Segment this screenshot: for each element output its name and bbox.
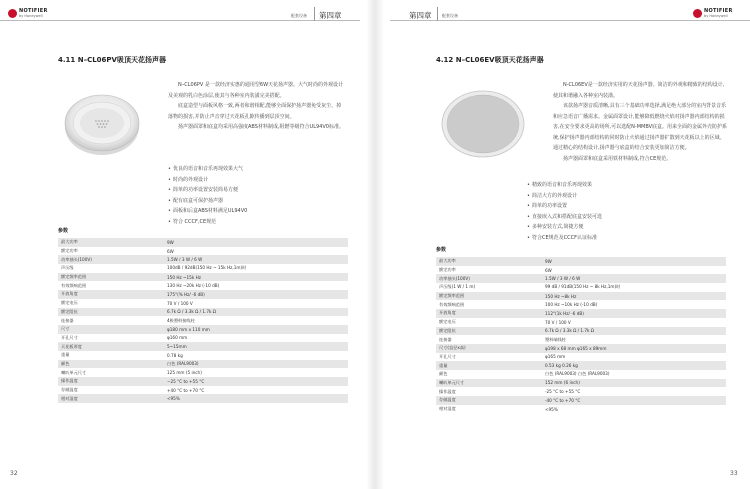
spec-value: 1.5W / 3 W / 6 W (542, 274, 726, 283)
chapter-title: 第四章 (319, 11, 342, 20)
intro-paragraph: 该款扬声器音质清晰,具有三个基础功率选择,满足绝大部分的室内背景音乐和应急语音广播需求。金属面罩设计,能够降低燃烧火焰对扬声器内部结构的损害,在安全要求更高的场所,可以选配N-MMBV底盒。用来全面的金属外壳防护系统,保护扬声器内部结构的同时防止火焰通过扬声器扩散到天花板以上的区域。通过精心的结构设计,扬声器与底盒的结合安装更加简洁方便。 (553, 103, 728, 151)
spec-value: 100dB / 92dB(150 Hz ~ 15k Hz,1m)时 (164, 264, 348, 273)
brand-mark-icon (693, 9, 702, 18)
spec-value: 白色 (RAL9003) (164, 360, 348, 369)
feature-item: • 优良的语音和音乐再现效果大气 (168, 164, 348, 175)
spec-value: φ198 x 68 mm φ165 x 89mm (542, 344, 726, 353)
spec-row (58, 290, 348, 299)
spec-key: 额定功率 (436, 266, 542, 275)
spec-row (436, 266, 726, 275)
spec-row (436, 309, 726, 318)
brand-logo (693, 9, 733, 18)
header-divider (437, 7, 438, 21)
spec-row (436, 274, 726, 283)
page-number: 32 (10, 470, 18, 477)
spec-key: 额定阻抗 (58, 308, 164, 317)
spec-row (436, 370, 726, 379)
spec-row (58, 368, 348, 377)
spec-value: 9W (164, 238, 348, 247)
spec-value: 0.53 kg 0.26 kg (542, 361, 726, 370)
spec-value: φ180 mm x 110 mm (164, 325, 348, 334)
spec-value: 0.78 kg (164, 351, 348, 360)
spec-value: 152 mm (6 inch) (542, 379, 726, 388)
spec-row (436, 387, 726, 396)
spec-key: 额定阻抗 (436, 327, 542, 336)
spec-row (58, 308, 348, 317)
spec-key: 声压级 (58, 264, 164, 273)
spec-key: 最大功率 (436, 257, 542, 266)
spec-key: 重量 (58, 351, 164, 360)
intro-paragraph: 扬声器面罩和底盒均采用高强度ABS材料制成,阻燃等级符合UL94V0标准。 (178, 124, 344, 130)
spec-row (58, 255, 348, 264)
spec-value: <95% (164, 394, 348, 403)
header-divider (314, 7, 315, 21)
spec-key: 额定频率范围 (58, 273, 164, 282)
spec-key: 重量 (436, 361, 542, 370)
spec-value: 1.5W / 3 W / 6 W (164, 255, 348, 264)
chapter-subtitle: 配套设备 (442, 13, 458, 18)
spec-key: 操作温度 (58, 377, 164, 386)
spec-value: 5~15mm (164, 342, 348, 351)
spec-row (436, 318, 726, 327)
spec-key: 连接器 (436, 335, 542, 344)
spec-row (58, 342, 348, 351)
spec-key: 有效频响范围 (58, 281, 164, 290)
feature-list (527, 180, 727, 243)
feature-item: • 符合 CCCF,CE规范 (168, 217, 348, 228)
spec-key: 颜色 (58, 360, 164, 369)
section-title: 4.11 N–CL06PV吸顶天花扬声器 (58, 56, 166, 64)
spec-key: 额定电压 (436, 318, 542, 327)
spec-key: 额定电压 (58, 299, 164, 308)
spec-value: 125 mm (5 inch) (164, 368, 348, 377)
spec-value: 150 Hz ~15k Hz (164, 273, 348, 282)
intro-paragraph: N-CL06EV是一款经济实用的天花扬声器。简洁的外观和精致的结构设计,使其和谐融入各种室内装潢。 (553, 82, 725, 99)
speaker-image (56, 82, 148, 166)
spec-row (58, 351, 348, 360)
spec-row (58, 360, 348, 369)
right-page (375, 0, 750, 489)
params-heading: 参数 (436, 247, 447, 253)
brand-logo (8, 9, 48, 18)
chapter-title: 第四章 (409, 11, 432, 20)
spec-key: 连接器 (58, 316, 164, 325)
spec-value: 6.7k Ω / 3.3k Ω / 1.7k Ω (542, 327, 726, 336)
spec-row (58, 394, 348, 403)
spec-row (58, 281, 348, 290)
spec-value: φ160 mm (164, 334, 348, 343)
spec-key: 喇叭单元尺寸 (58, 368, 164, 377)
spec-value: 175°(% Hz/ -6 dB) (164, 290, 348, 299)
spec-key: 开放角度 (58, 290, 164, 299)
spec-key: 功率抽头(100V) (58, 255, 164, 264)
spec-key: 开孔尺寸 (436, 353, 542, 362)
spec-key: 开放角度 (436, 309, 542, 318)
spec-key: 开孔尺寸 (58, 334, 164, 343)
spec-row (58, 377, 348, 386)
spec-value: 4极塑料接线柱 (164, 316, 348, 325)
spec-row (436, 292, 726, 301)
spec-row (436, 300, 726, 309)
spec-row (436, 361, 726, 370)
spec-key: 声压级(1 W / 1 m) (436, 283, 542, 292)
spec-row (436, 344, 726, 353)
spec-value: 6.7k Ω / 3.3k Ω / 1.7k Ω (164, 308, 348, 317)
feature-item: • 时尚的外观设计 (168, 175, 348, 186)
spec-row (58, 264, 348, 273)
intro-paragraph: N–CL06PV 是一款经济实惠的通用型6W天花扬声器。大气时尚的外观设计及美观的乳白色涂层,使其与各种室内装潢完美搭配。 (168, 82, 344, 99)
spec-value: -40 °C to +70 °C (542, 396, 726, 405)
feature-item: • 简洁大方的外观设计 (527, 191, 727, 202)
spec-value: φ165 mm (542, 353, 726, 362)
spec-key: 天花板厚度 (58, 342, 164, 351)
spec-value: 99 dB / 91dB(150 Hz ~ 8k Hz,1m)时 (542, 283, 726, 292)
feature-item: • 配有底盒可保护扬声器 (168, 196, 348, 207)
spec-row (436, 257, 726, 266)
spec-row (58, 299, 348, 308)
spec-key: 相对湿度 (436, 405, 542, 414)
feature-item: • 精致的语音和音乐再现效果 (527, 180, 727, 191)
spec-value: 150 Hz ~8k Hz (542, 292, 726, 301)
page-number: 33 (730, 470, 738, 477)
feature-item: • 简单的功率设置安装简易方便 (168, 185, 348, 196)
spec-value: 112°(1k Hz/ -6 dB) (542, 309, 726, 318)
spec-key: 存储温度 (58, 386, 164, 395)
intro-paragraph: 底盒造型与面板风格一致,两者和谐相配,能够全面保护扬声器免受灰尘、掉落物的损害,并防止声音穿过天花板孔隙传播到层顶空间。 (168, 103, 342, 120)
brand-sub: by Honeywell (704, 14, 728, 18)
feature-item: • 符合CE规范及CCCF认证标准 (527, 233, 727, 244)
intro-paragraph: 扬声器面罩和底盒采用铁材料制成,符合CE规范。 (563, 155, 672, 162)
brand-name: NOTIFIER (19, 8, 48, 14)
spec-key: 最大功率 (58, 238, 164, 247)
section-title: 4.12 N–CL06EV吸顶天花扬声器 (436, 56, 544, 64)
header-rule (390, 20, 750, 21)
spec-row (58, 334, 348, 343)
spec-row (58, 386, 348, 395)
spec-key: 功率抽头(100V) (436, 274, 542, 283)
spec-value: 6W (164, 247, 348, 256)
intro-text (553, 80, 729, 164)
ceiling-speaker-icon (62, 91, 142, 157)
spec-key: 存储温度 (436, 396, 542, 405)
spec-value: -25 °C to +55 °C (542, 387, 726, 396)
spec-key: 喇叭单元尺寸 (436, 379, 542, 388)
spec-row (436, 405, 726, 414)
spec-key: 尺寸 (58, 325, 164, 334)
spec-value: 9W (542, 257, 726, 266)
spec-value: −25 °C to +55 °C (164, 377, 348, 386)
spec-key: 尺寸(直径x高) (436, 344, 542, 353)
spec-key: 有效频响范围 (436, 300, 542, 309)
brand-sub: by Honeywell (19, 14, 43, 18)
spec-value: 6W (542, 266, 726, 275)
spec-row (436, 396, 726, 405)
brand-mark-icon (8, 9, 17, 18)
intro-text (168, 80, 344, 133)
header-rule (0, 20, 360, 21)
spec-key: 相对湿度 (58, 394, 164, 403)
spec-row (436, 353, 726, 362)
brand-name: NOTIFIER (704, 8, 733, 14)
spec-value: 70 V / 100 V (164, 299, 348, 308)
feature-list (168, 164, 348, 227)
spec-row (58, 316, 348, 325)
spec-value: 130 Hz ~20k Hz (-10 dB) (164, 281, 348, 290)
spec-value: 白色 (RAL9003) 白色 (RAL9003) (542, 370, 726, 379)
spec-table (436, 257, 726, 413)
spec-value: 100 Hz ~10k Hz (-10 dB) (542, 300, 726, 309)
feature-item: • 简单的功率设置 (527, 201, 727, 212)
spec-key: 额定频率范围 (436, 292, 542, 301)
feature-item: • 面板和后盒ABS材料满足UL94V0 (168, 206, 348, 217)
speaker-image (437, 82, 529, 166)
spec-table (58, 238, 348, 403)
spec-row (58, 247, 348, 256)
book-gutter (366, 0, 384, 489)
spec-value: 塑料端线柱 (542, 335, 726, 344)
feature-item: • 多种安装方式,简捷方便 (527, 222, 727, 233)
spec-key: 颜色 (436, 370, 542, 379)
spec-key: 操作温度 (436, 387, 542, 396)
spec-value: +40 °C to +70 °C (164, 386, 348, 395)
spec-key: 额定功率 (58, 247, 164, 256)
ceiling-speaker-icon (440, 89, 526, 159)
spec-value: <95% (542, 405, 726, 414)
spec-row (436, 327, 726, 336)
spec-row (58, 238, 348, 247)
spec-row (436, 335, 726, 344)
spec-value: 70 V / 100 V (542, 318, 726, 327)
spec-row (58, 273, 348, 282)
spec-row (58, 325, 348, 334)
spec-row (436, 283, 726, 292)
feature-item: • 直接嵌入式和搭配底盒安装可选 (527, 212, 727, 223)
chapter-subtitle: 配套设备 (291, 13, 307, 18)
params-heading: 参数 (58, 228, 69, 234)
spec-row (436, 379, 726, 388)
